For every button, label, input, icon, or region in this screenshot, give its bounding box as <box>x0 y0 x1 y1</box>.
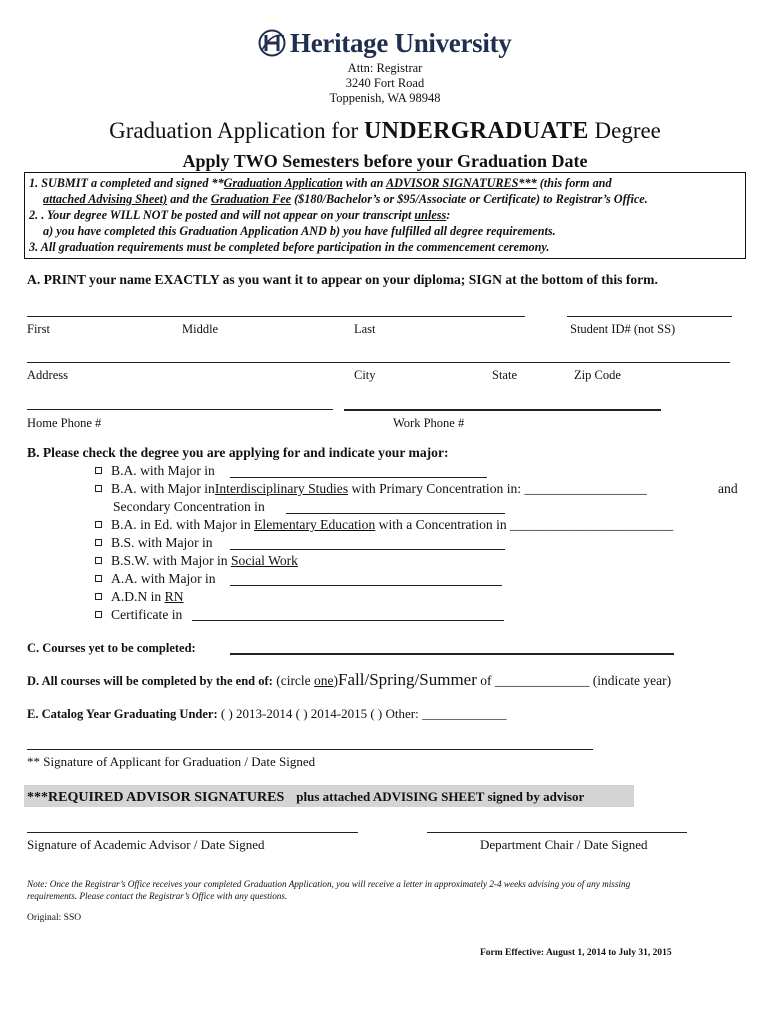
advisor-heading: ***REQUIRED ADVISOR SIGNATURES plus attached ADVISING SHEET signed by advisor <box>27 789 585 805</box>
title-emphasis: UNDERGRADUATE <box>363 118 589 144</box>
title-prefix: Graduation Application for <box>109 118 364 143</box>
form-effective-date: Form Effective: August 1, 2014 to July 31, 2015 <box>480 948 672 958</box>
logo-text: Heritage University <box>290 28 512 58</box>
original-routing: Original: SSO <box>27 913 82 923</box>
registrar-address <box>0 61 770 106</box>
checkbox-icon[interactable] <box>95 485 102 492</box>
city-label: City <box>354 368 376 382</box>
degree-option-bsw: B.S.W. with Major in Social Work <box>95 553 298 569</box>
work-phone-label: Work Phone # <box>393 416 465 430</box>
checkbox-icon[interactable] <box>95 557 102 564</box>
instructions-box <box>24 172 746 259</box>
degree-option-ba: B.A. with Major in <box>95 463 215 479</box>
instruction-line-2: attached Advising Sheet) and the Graduation Fee ($180/Bachelor’s or $95/Associate or Certificate) to Registrar’s Office. <box>43 192 648 206</box>
degree-option-certificate: Certificate in <box>95 607 182 623</box>
checkbox-icon[interactable] <box>95 521 102 528</box>
footer-note: Note: Once the Registrar’s Office receives your completed Graduation Application, you will receive a letter in approximately 2-4 weeks advising you of any missing requirements. Please contact the Registrar’s Office with any questions. <box>27 879 631 901</box>
degree-option-adn: A.D.N in RN <box>95 589 184 605</box>
zip-label: Zip Code <box>574 368 621 382</box>
academic-advisor-signature-line[interactable] <box>27 832 358 833</box>
address-input-line[interactable] <box>27 362 730 363</box>
last-label: Last <box>354 322 376 336</box>
student-id-label: Student ID# (not SS) <box>570 322 676 336</box>
middle-label: Middle <box>182 322 219 336</box>
form-title <box>0 118 770 145</box>
certificate-line[interactable] <box>192 620 504 621</box>
and-label: and <box>718 481 738 496</box>
home-phone-label: Home Phone # <box>27 416 102 430</box>
department-chair-label: Department Chair / Date Signed <box>480 837 648 852</box>
aa-major-line[interactable] <box>230 585 502 586</box>
checkbox-icon[interactable] <box>95 539 102 546</box>
student-id-input-line[interactable] <box>567 316 732 317</box>
instruction-line-5: 3. All graduation requirements must be completed before participation in the commencement ceremony. <box>29 240 550 254</box>
section-d-row: D. All courses will be completed by the end of: (circle one)Fall/Spring/Summer of ______________ (indicate year) <box>27 670 672 689</box>
instruction-line-4: a) you have completed this Graduation Application AND b) you have fulfilled all degree requirements. <box>43 224 556 238</box>
catalog-year-options: ( ) 2013-2014 ( ) 2014-2015 ( ) Other: _____________ <box>217 706 507 721</box>
department-chair-signature-line[interactable] <box>427 832 687 833</box>
heritage-logo <box>258 26 518 62</box>
courses-remaining-line[interactable] <box>230 653 674 655</box>
secondary-concentration-line[interactable] <box>286 513 505 514</box>
section-a-heading: A. PRINT your name EXACTLY as you want it to appear on your diploma; SIGN at the bottom of this form. <box>27 272 658 287</box>
section-d-label: D. All courses will be completed by the end of: <box>27 674 273 688</box>
form-subtitle: Apply TWO Semesters before your Graduation Date <box>182 151 588 171</box>
address-line: Attn: Registrar <box>347 61 423 75</box>
checkbox-icon[interactable] <box>95 593 102 600</box>
academic-advisor-label: Signature of Academic Advisor / Date Signed <box>27 837 265 852</box>
section-e-row <box>27 706 506 722</box>
address-line: 3240 Fort Road <box>345 76 425 90</box>
bs-major-line[interactable] <box>230 549 505 550</box>
work-phone-input-line[interactable] <box>344 409 661 411</box>
applicant-signature-line[interactable] <box>27 749 593 750</box>
section-b-heading: B. Please check the degree you are applying for and indicate your major: <box>27 445 449 460</box>
applicant-signature-label: ** Signature of Applicant for Graduation / Date Signed <box>27 754 316 769</box>
degree-option-aa: A.A. with Major in <box>95 571 216 587</box>
instruction-line-3: 2. . Your degree WILL NOT be posted and will not appear on your transcript unless: <box>29 208 451 222</box>
degree-option-ba-ids: B.A. with Major inInterdisciplinary Studies with Primary Concentration in: __________________ <box>95 481 647 497</box>
section-e-label: E. Catalog Year Graduating Under: <box>27 707 218 721</box>
address-label: Address <box>27 368 68 382</box>
term-options: Fall/Spring/Summer <box>338 670 477 689</box>
address-line: Toppenish, WA 98948 <box>329 91 441 105</box>
secondary-concentration-label: Secondary Concentration in <box>113 499 265 514</box>
checkbox-icon[interactable] <box>95 611 102 618</box>
degree-option-baed: B.A. in Ed. with Major in Elementary Education with a Concentration in ________________________ <box>95 517 673 533</box>
checkbox-icon[interactable] <box>95 575 102 582</box>
title-suffix: Degree <box>588 118 661 143</box>
section-c-label: C. Courses yet to be completed: <box>27 641 196 655</box>
state-label: State <box>492 368 517 382</box>
first-label: First <box>27 322 50 336</box>
checkbox-icon[interactable] <box>95 467 102 474</box>
ba-major-line[interactable] <box>230 477 487 478</box>
degree-option-bs: B.S. with Major in <box>95 535 213 551</box>
heritage-h-icon <box>258 28 288 58</box>
name-input-line[interactable] <box>27 316 525 317</box>
home-phone-input-line[interactable] <box>27 409 333 410</box>
instruction-line-1: 1. SUBMIT a completed and signed **Graduation Application with an ADVISOR SIGNATURES*** (this form and <box>29 176 612 190</box>
